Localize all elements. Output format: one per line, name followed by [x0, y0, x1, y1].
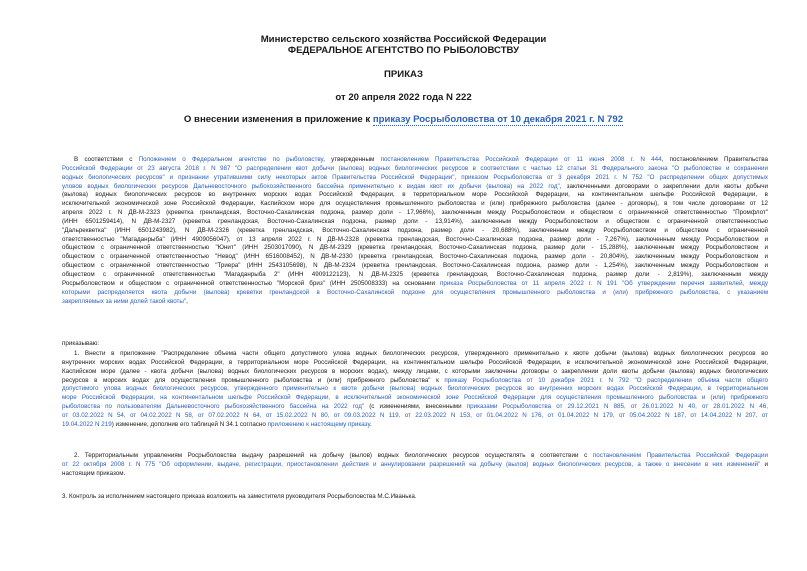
text-segment: настоящим приказом. [62, 469, 126, 477]
item1-line [62, 350, 768, 359]
item-2-paragraph [62, 452, 768, 479]
doc-type: ПРИКАЗ [384, 69, 423, 80]
text-segment: исключительной экономической зоне Российской Федерации, Каспийском море для осуществления промышленного рыболовства и (или) прибрежного рыболовства (далее - договоры), в том числе договорами от 12 [62, 200, 768, 208]
text-segment: (ИНН 6501259414), N ДВ-М-2327 (креветка гренландская, Восточно-Сахалинская подзона, размер доли - 13,914%), заключенным между Росрыболовством и обществом с ограниченной ответственностью [62, 217, 768, 225]
text-segment: 1. Внести в приложение "Распределение объема части общего допустимого улова водных биологических ресурсов, утвержденного применительно к квоте добычи (вылова) водных биологических ресурсов во [74, 350, 768, 357]
text-segment: ресурсов в морских водах для осуществления промышленного рыболовства и (или) прибрежного рыболовства" к [62, 376, 445, 384]
document-link[interactable]: уловов водных биологических ресурсов Дальневосточного рыбохозяйственного бассейна применительно к видам квот их добычи (вылова) на 2022 год" [62, 182, 560, 190]
preamble-line [62, 280, 768, 289]
item1-line [62, 394, 768, 403]
document-link[interactable]: приказу Росрыболовства от 10 декабря 2021 г. N 792 "О распределении объема части общего [444, 376, 768, 384]
document-link[interactable]: которыми распределяется квота добычи (вылова) креветки гренландской в Восточно-Сахалинской подзоне для осуществления промышленного рыболовства и (или) прибрежного рыболовства, с указанием [62, 288, 768, 296]
text-segment: ) изменение, дополнив его таблицей N 34.1 согласно [111, 420, 268, 428]
text-segment: , заключенными договорами о закреплении доли квоты добычи [559, 182, 769, 190]
text-segment: и [760, 460, 768, 468]
text-segment: Росрыболовством и обществом с ограниченной ответственностью "Морской бриз" (ИНН 2505008333) на основании [62, 279, 441, 287]
agency-name: ФЕДЕРАЛЬНОЕ АГЕНТСТВО ПО РЫБОЛОВСТВУ [287, 45, 520, 56]
preamble-line [62, 200, 768, 209]
item1-line [62, 403, 768, 412]
preamble-line [62, 218, 768, 227]
item1-line [62, 421, 768, 430]
item2-line [62, 452, 768, 461]
document-link[interactable]: постановлением Правительства Российской Федерации [592, 452, 768, 459]
preamble-paragraph [62, 156, 768, 306]
text-segment: обществом с ограниченной ответственностью "Магаданрыба 2" (ИНН 4909122123), N ДВ-М-2325 (креветка гренландская, Восточно-Сахалинская подзона, размер доли - 2,819%), заключенным между [62, 270, 768, 278]
text-segment: "Дальрекветка" (ИНН 6501243982), N ДВ-М-2326 (креветка гренландская, Восточно-Сахалинская подзона, размер доли - 20,688%), заключенным между Росрыболовством и обществом с ограниченной [62, 226, 768, 234]
doc-date-number: от 20 апреля 2022 года N 222 [335, 92, 472, 103]
document-link[interactable]: море Российской Федерации, на континентальном шельфе Российской Федерации, в исключительной экономической зоне Российской Федерации для осуществления промышленного рыболовства и (или) прибрежного [62, 394, 768, 402]
item1-line [62, 368, 768, 377]
document-link[interactable]: приложению к настоящему приказу [267, 420, 370, 428]
document-link[interactable]: Российской Федерации от 23 августа 2018 г. N 987 "О распределении квот добычи (вылова) водных биологических ресурсов в соответствии с частью 12 статьи 31 Федерального закона "О рыболовстве и сохранении [62, 164, 768, 172]
doc-title [0, 114, 807, 126]
text-segment: . [369, 420, 372, 428]
text-segment: обществом с ограниченной ответственностью "Юнит" (ИНН 2503017090), N ДВ-М-2329 (креветка гренландская, Восточно-Сахалинская подзона, размер доли - 15,288%), заключенным между Росрыболовством и [62, 244, 768, 252]
item1-line [62, 412, 768, 421]
document-link[interactable]: Положением о Федеральном агентстве по рыболовству [138, 156, 324, 163]
document-link[interactable]: рыболовства по пользователям Дальневосточного рыбохозяйственного бассейна на 2022 год" [62, 403, 365, 411]
preamble-line [62, 227, 768, 236]
document-link[interactable]: от 03.02.2022 N 54, от 04.02.2022 N 58, от 07.02.2022 N 64, от 15.02.2022 N 80, от 09.03.2022 N 119, от 22.03.2022 N 153, от 01.04.2022 N 176, от 01.04.2022 N 179, от 05.04.2022 N 187, от 14.04.2022 N 207, от [62, 411, 768, 419]
preamble-line [62, 191, 768, 200]
text-segment: Каспийском море (далее - квота добычи (вылова) водных биологических ресурсов в морских водах), между лицами, с которыми заключены договоры о закреплении доли квоты добычи (вылова) водных биологических [62, 367, 768, 375]
document-link[interactable]: допустимого улова водных биологических ресурсов, утвержденного применительно к квоте добычи (вылова) водных биологических ресурсов во внутренних морских водах Российской Федерации, в территориальном [62, 385, 768, 393]
text-segment: , [186, 297, 188, 305]
preamble-line [62, 244, 768, 253]
ministry-name: Министерство сельского хозяйства Российской Федерации [260, 34, 547, 45]
preamble-line [62, 271, 768, 280]
item1-line [62, 359, 768, 368]
preamble-line [62, 262, 768, 271]
text-segment: В соответствии с [74, 156, 139, 163]
text-segment: (с изменениями, внесенными [364, 403, 467, 411]
document-link[interactable]: , приказом Росрыболовства от 3 декабря 2021 г. N 752 "О распределении общих допустимых [454, 173, 768, 181]
text-segment: внутренних морских водах Российской Федерации, в территориальном море Российской Федерации, на континентальном шельфе Российской Федерации, в исключительной экономической зоне Российской Федерации, [62, 358, 768, 366]
text-segment: , постановлением Правительства [661, 156, 768, 163]
item2-line [62, 470, 768, 479]
document-link[interactable]: закрепляемых за ними долей такой квоты" [62, 297, 187, 305]
doc-title-prefix: О внесении изменения в приложение к [183, 114, 373, 125]
text-segment: апреля 2022 г. N ДВ-М-2323 (креветка гренландская, Восточно-Сахалинская подзона, размер доли - 17,966%), заключенным между Росрыболовством и обществом с ограниченной ответственностью "Промфлот" [62, 209, 768, 217]
document-link[interactable]: приказа Росрыболовства от 11 апреля 2022 г. N 191 "Об утверждении перечня заявителей, между [440, 279, 768, 287]
preamble-line [62, 253, 768, 262]
item1-line [62, 385, 768, 394]
preamble-line [62, 156, 768, 165]
text-segment: , утвержденным [323, 156, 381, 163]
preamble-line [62, 165, 768, 174]
document-link[interactable]: водных биологических ресурсов" и признании утратившими силу некоторых актов Правительства Российской Федерации" [62, 173, 455, 181]
text-segment: ответственностью "Магаданрыба" (ИНН 4909056047), от 13 апреля 2022 г. N ДВ-М-2328 (креветка гренландская, Восточно-Сахалинская подзона, размер доли - 7,267%), заключенным между Росрыболовством и [62, 235, 768, 243]
preamble-line [62, 209, 768, 218]
document-link[interactable]: приказами Росрыболовства от 29.12.2021 N 885, от 26.01.2022 N 40, от 28.01.2022 N 46, [466, 403, 768, 411]
item-1-paragraph [62, 350, 768, 430]
document-link[interactable]: постановлением Правительства Российской Федерации от 11 июня 2008 г. N 444 [380, 156, 662, 163]
item2-line [62, 461, 768, 470]
preamble-line [62, 298, 768, 307]
orders-text: приказываю: [62, 340, 100, 347]
text-segment: обществом с ограниченной ответственностью "Невод" (ИНН 6516008452), N ДВ-М-2330 (креветка гренландская, Восточно-Сахалинская подзона, размер доли - 20,804%), заключенным между Росрыболовством и [62, 253, 768, 261]
preamble-line [62, 183, 768, 192]
text-segment: (вылова) водных биологических ресурсов во внутренних морских водах Российской Федерации, в территориальном море Российской Федерации, на континентальном шельфе Российской Федерации, в [62, 191, 768, 199]
item-3-paragraph: 3. Контроль за исполнением настоящего приказа возложить на заместителя руководителя Росрыболовства М.С.Иванька. [62, 493, 417, 500]
preamble-line [62, 236, 768, 245]
preamble-line [62, 174, 768, 183]
text-segment: обществом с ограниченной ответственностью "Триера" (ИНН 2543105698), N ДВ-М-2324 (креветка гренландская, Восточно-Сахалинская подзона, размер доли - 1,254%), заключенным между Росрыболовством и [62, 262, 768, 270]
document-link[interactable]: от 22 октября 2008 г. N 775 "Об оформлении, выдаче, регистрации, приостановлении действия и аннулировании разрешений на добычу (вылов) водных биологических ресурсов, а также о внесении в них изменений" [62, 460, 761, 468]
item1-line [62, 377, 768, 386]
preamble-line [62, 289, 768, 298]
text-segment: 2. Территориальным управлениям Росрыболовства выдачу разрешений на добычу (вылов) водных биологических ресурсов осуществлять в соответствии с [74, 452, 593, 459]
document-link[interactable]: 19.04.2022 N 219 [62, 420, 112, 428]
doc-title-link[interactable]: приказу Росрыболовства от 10 декабря 2021 г. N 792 [372, 114, 624, 125]
